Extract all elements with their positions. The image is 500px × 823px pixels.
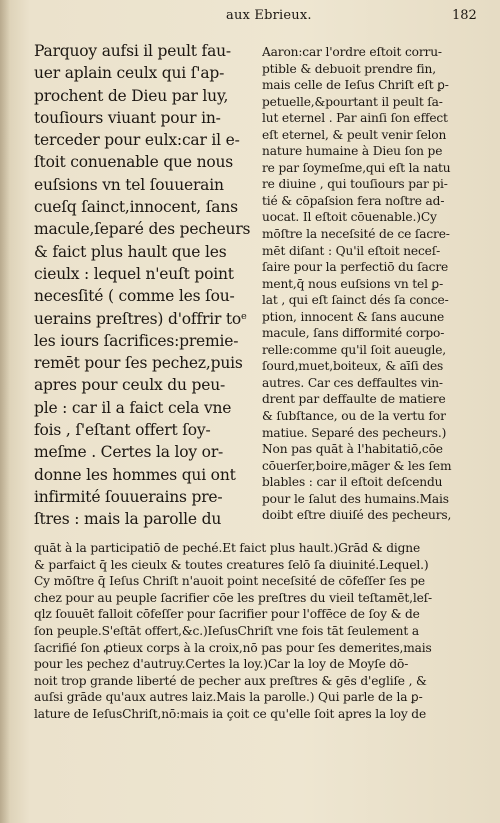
gloss-line: qlz ſouuēt falloit cōfeſſer pour ſacrifier pour l'offēce de ſoy & de: [34, 607, 420, 622]
text-line: ſtoit conuenable que nous: [34, 153, 234, 172]
gloss-line: ſourd,muet,boiteux, & aīſi des: [262, 359, 444, 374]
text-line: fois , ſ'eſtant offert ſoy-: [34, 421, 211, 440]
text-line: les iours ſacrifices:premie-: [34, 331, 239, 350]
gloss-line: re par ſoymeſme,qui eſt la natu: [262, 160, 451, 175]
text-line: cieulx : lequel n'euſt point: [34, 264, 234, 283]
text-line: & faict plus hault que les: [34, 242, 227, 261]
gloss-line: quāt à la participatiō de peché.Et faict plus hault.)Grād & digne: [34, 541, 421, 555]
text-line: macule,ſeparé des pecheurs: [34, 220, 250, 239]
gloss-line: tié & cōpaſsion fera noſtre ad-: [262, 193, 445, 208]
commentary-column: [262, 44, 474, 524]
text-line: apres pour ceulx du peu-: [34, 376, 226, 395]
gloss-line: lat , qui eſt ſainct dés ſa conce-: [262, 293, 449, 308]
main-text-column: [34, 40, 250, 531]
gloss-line: autres. Car ces deffaultes vin-: [262, 375, 443, 390]
text-line: ſtres : mais la parolle du: [34, 510, 222, 529]
text-line: infirmité ſouuerains pre-: [34, 487, 223, 506]
gloss-line: Aaron:car l'ordre eſtoit corru-: [262, 45, 442, 59]
commentary-continuation: [34, 540, 476, 723]
text-line: remēt pour ſes pechez,puis: [34, 354, 243, 373]
text-line: meſme . Certes la loy or-: [34, 443, 224, 462]
text-line: euſsions vn tel ſouuerain: [34, 175, 224, 194]
text-line: cueſq ſainct,innocent, ſans: [34, 198, 238, 217]
gloss-line: ſacrifié ſon ꝓtieux corps à la croix,nō pas pour ſes demerites,mais: [34, 640, 432, 655]
gloss-line: mōſtre la neceſsité de ce ſacre-: [262, 227, 450, 242]
gloss-line: ſon peuple.S'eſtāt offert,&c.)IeſusChriſt vne fois tāt ſeulement a: [34, 623, 419, 638]
gloss-line: chez pour au peuple ſacrifier cōe les preſtres du vieil teſtamēt,leſ-: [34, 590, 432, 605]
gloss-line: auſsi grāde qu'aux autres laiz.Mais la parolle.) Qui parle de la ꝑ-: [34, 690, 423, 705]
gutter-shadow: [0, 0, 10, 823]
gloss-line: mēt diſant : Qu'il eſtoit neceſ-: [262, 243, 441, 258]
gloss-line: Non pas quāt à l'habitatiō,cōe: [262, 442, 443, 457]
text-line: Parquoy aufsi il peult fau-: [34, 42, 231, 60]
gloss-line: ment,q̄ nous euſsions vn tel ꝑ-: [262, 276, 444, 291]
gloss-line: lature de IeſusChriſt,nō:mais ia çoit ce qu'elle ſoit apres la loy de: [34, 706, 427, 721]
gloss-line: Cy mōſtre q̄ Ieſus Chriſt n'auoit point neceſsité de cōfeſſer ſes pe: [34, 574, 425, 589]
text-line: touſiours viuant pour in-: [34, 108, 221, 127]
gloss-line: mais celle de Ieſus Chriſt eſt ꝑ-: [262, 78, 449, 93]
gloss-line: ſaire pour la perfectiō du ſacre: [262, 260, 449, 275]
text-line: donne les hommes qui ont: [34, 465, 236, 484]
text-line: ple : car il a faict cela vne: [34, 398, 232, 417]
gloss-line: ptible & debuoit prendre fin,: [262, 61, 436, 76]
gloss-line: noit trop grande liberté de pecher aux preſtres & gēs d'egliſe , &: [34, 673, 427, 688]
gloss-line: & parfaict q̄ les cieulx & toutes creatures ſelō ſa diuinité.Lequel.): [34, 557, 429, 572]
gloss-line: re diuine , qui touſiours par pi-: [262, 177, 448, 192]
text-line: necesſité ( comme les ſou-: [34, 287, 235, 306]
gloss-line: cōuerſer,boire,māger & les ſem: [262, 458, 452, 473]
gloss-line: uocat. Il eſtoit cōuenable.)Cy: [262, 210, 437, 225]
text-line: terceder pour eulx:car il e-: [34, 131, 240, 150]
gloss-line: nature humaine à Dieu ſon pe: [262, 144, 443, 159]
folio-number: 182: [452, 8, 477, 23]
gloss-line: relle:comme qu'il ſoit aueugle,: [262, 342, 447, 357]
gloss-line: petuelle,&pourtant il peult ſa-: [262, 94, 443, 109]
gloss-line: drent par deffaulte de matiere: [262, 392, 446, 407]
gloss-line: macule, ſans difformité corpo-: [262, 326, 445, 341]
gloss-line: doibt eſtre diuiſé des pecheurs,: [262, 508, 452, 523]
gloss-line: matiue. Separé des pecheurs.): [262, 425, 447, 440]
gloss-line: lut eternel . Par ainſi ſon effect: [262, 111, 448, 126]
gloss-line: pour les pechez d'autruy.Certes la loy.)Car la loy de Moyſe dō-: [34, 657, 409, 672]
running-head: aux Ebrieux.: [226, 8, 312, 23]
gloss-line: eſt eternel, & peult venir ſelon: [262, 127, 447, 142]
text-line: prochent de Dieu par luy,: [34, 86, 229, 105]
gloss-line: blables : car il eſtoit deſcendu: [262, 475, 443, 490]
gloss-line: pour le ſalut des humains.Mais: [262, 491, 449, 506]
gloss-line: & ſubſtance, ou de la vertu for: [262, 409, 446, 424]
text-line: uerains preſtres) d'offrir toᵉ: [34, 309, 247, 328]
gloss-line: ption, innocent & ſans aucune: [262, 309, 445, 324]
text-line: uer aplain ceulx qui ſ'ap-: [34, 64, 225, 83]
